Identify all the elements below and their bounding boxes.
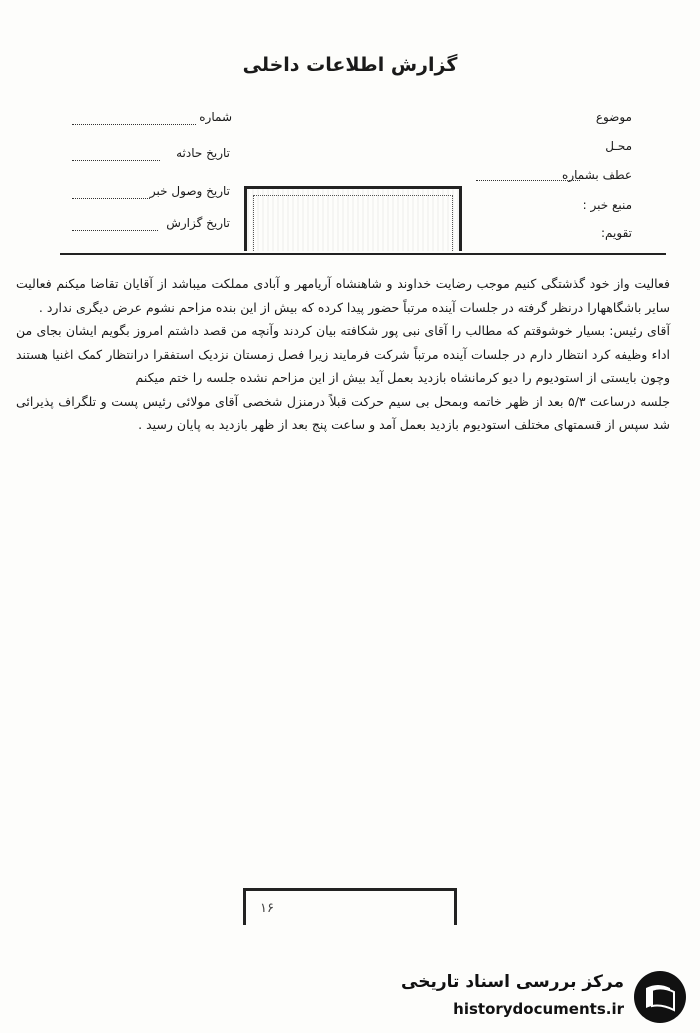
- field-calendar-label: تقویم:: [601, 226, 632, 240]
- document-title: گزارش اطلاعات داخلی: [242, 54, 458, 76]
- field-incident-date-label: تاریخ حادثه: [176, 146, 230, 160]
- field-number: [199, 110, 232, 124]
- archive-logo-icon: [630, 968, 690, 1026]
- body-paragraph-1: فعالیت واز خود گذشتگی کنیم موجب رضایت خداوند و شاهنشاه آریامهر و آبادی مملکت میباشد از آقایان تقاضا میکنم فعالیت سایر باشگاههارا درنظر گرفته در جلسات آینده مرتباً حضور پیدا کرده که بیش از این بنده مزاحم نشوم عرض دیگری ندارد .: [16, 276, 670, 315]
- field-report-date-line: [72, 218, 158, 231]
- field-subject-label: موضوع: [595, 110, 632, 124]
- field-source-label: منبع خبر :: [582, 198, 632, 212]
- field-report-date-label: تاریخ گزارش: [166, 216, 230, 230]
- field-received-date-line: [72, 186, 150, 199]
- bottom-stamp-box: [243, 888, 457, 925]
- report-body: [16, 272, 670, 437]
- field-reference-label: عطف بشماره: [562, 168, 632, 182]
- watermark-url: historydocuments.ir: [453, 1000, 624, 1018]
- field-location-label: محـل: [605, 139, 632, 153]
- field-location: [605, 139, 632, 153]
- field-source: [583, 198, 632, 212]
- field-calendar: [601, 226, 632, 240]
- field-received-date-label: تاریخ وصول خبر: [149, 184, 230, 198]
- bottom-page-mark: ۱۶: [260, 901, 274, 916]
- field-incident-date-line: [72, 148, 160, 161]
- field-reference-line: [476, 168, 580, 181]
- field-subject: [596, 110, 632, 124]
- header-divider: [60, 253, 666, 255]
- body-paragraph-3: جلسه درساعت ۵/۳ بعد از ظهر خاتمه وبمحل بی سیم حرکت قبلاً درمنزل شخصی آقای مولائی رئیس پست و تلگراف پذیرائی شد سپس از قسمتهای مختلف استودیوم بازدید بعمل آمد و ساعت پنج بعد از ظهر بازدید به پایان رسید .: [16, 393, 670, 432]
- field-report-date: [166, 216, 230, 230]
- field-number-line: [72, 112, 196, 125]
- field-received-date: [150, 184, 230, 198]
- field-number-label: شماره: [199, 110, 232, 124]
- stamp-box: [244, 186, 462, 251]
- field-incident-date: [176, 146, 230, 160]
- body-paragraph-2: آقای رئیس: بسیار خوشوقتم که مطالب را آقای نبی پور شکافته بیان کردند وآنچه من قصد داشتم امروز بگویم ایشان بجای من اداء وظیفه کرد انتظار دارم در جلسات آینده مرتباً شرکت فرمایند زیرا فصل زمستان نزدیک استفقرا درانتظار کمک اغنیا هستند وچون بایستی از استودیوم را دیو کرمانشاه بازدید بعمل آید بیش از این مزاحم نشده جلسه را ختم میکنم: [16, 323, 670, 385]
- watermark-name: مرکز بررسی اسناد تاریخی: [401, 972, 624, 992]
